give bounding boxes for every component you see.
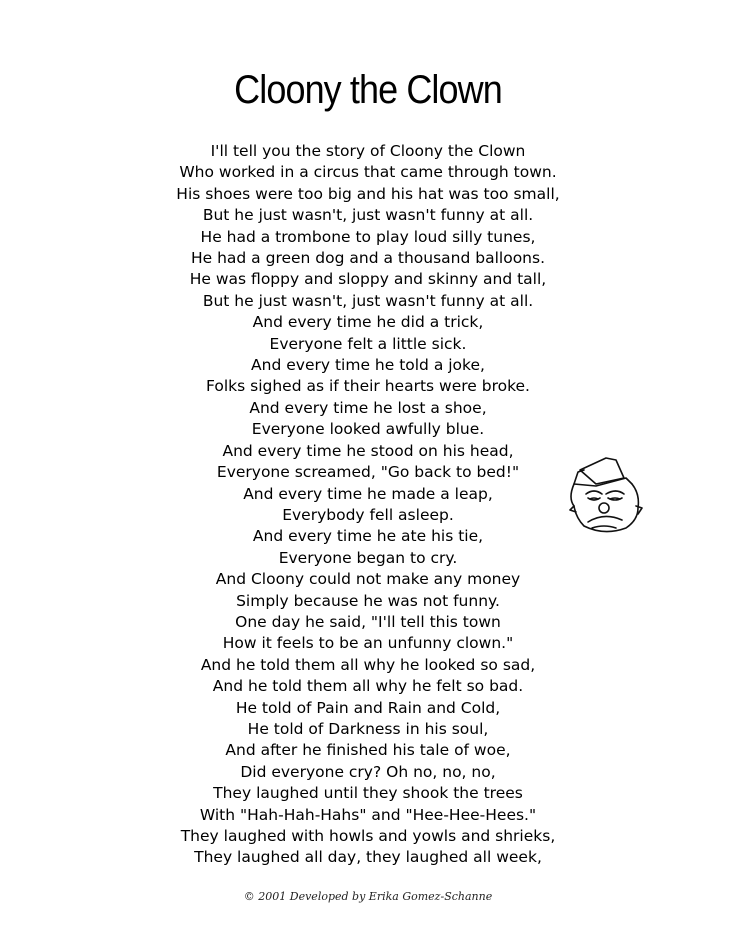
poem-line: They laughed with howls and yowls and shrieks, [180, 827, 556, 845]
poem-line: They laughed until they shook the trees [213, 784, 523, 803]
poem-line: Everyone looked awfully blue. [251, 420, 485, 439]
poem-line: He was floppy and sloppy and skinny and tall, [189, 270, 547, 289]
poem-line: And every time he made a leap, [243, 484, 493, 503]
poem-line: He told of Darkness in his soul, [247, 719, 489, 738]
poem-line: I'll tell you the story of Cloony the Clown [210, 142, 526, 160]
poem-line: Simply because he was not funny. [236, 591, 500, 610]
poem-line: And every time he told a joke, [251, 356, 485, 375]
poem-line: But he just wasn't, just wasn't funny at all. [202, 291, 534, 310]
poem-line: And he told them all why he felt so bad. [212, 677, 524, 696]
copyright-footer: © 2001 Developed by Erika Gomez-Schanne [243, 890, 493, 903]
poem-line: His shoes were too big and his hat was too small, [176, 184, 560, 203]
poem-line: And every time he did a trick, [252, 313, 484, 332]
poem-line: But he just wasn't, just wasn't funny at all. [202, 206, 534, 225]
poem-line: Folks sighed as if their hearts were broke. [206, 377, 530, 396]
poem-line: He had a trombone to play loud silly tunes, [200, 227, 536, 246]
poem-line: Everyone felt a little sick. [269, 334, 467, 353]
page-title: Cloony the Clown [234, 68, 502, 112]
poem-line: Everyone began to cry. [278, 548, 458, 567]
poem-line: Everybody fell asleep. [282, 505, 454, 524]
poem-line: How it feels to be an unfunny clown." [222, 634, 514, 653]
poem-line: With "Hah-Hah-Hahs" and "Hee-Hee-Hees." [199, 805, 537, 824]
poem-line: He told of Pain and Rain and Cold, [235, 698, 501, 717]
poem-line: And every time he stood on his head, [222, 441, 514, 460]
poem-line: They laughed all day, they laughed all week, [194, 848, 542, 867]
sad-clown-face-icon [566, 448, 646, 538]
poem-line: And Cloony could not make any money [215, 570, 521, 589]
poem-line: He had a green dog and a thousand balloons. [190, 249, 546, 268]
poem-line: Did everyone cry? Oh no, no, no, [240, 762, 496, 781]
poem-line: And after he finished his tale of woe, [225, 741, 511, 760]
poem-line: And every time he lost a shoe, [249, 398, 487, 417]
poem-line: Everyone screamed, "Go back to bed!" [216, 463, 520, 482]
poem-line: Who worked in a circus that came through town. [179, 163, 557, 182]
poem-line: And every time he ate his tie, [252, 527, 484, 546]
poem-line: And he told them all why he looked so sad, [200, 655, 536, 674]
poem-line: One day he said, "I'll tell this town [235, 612, 501, 631]
